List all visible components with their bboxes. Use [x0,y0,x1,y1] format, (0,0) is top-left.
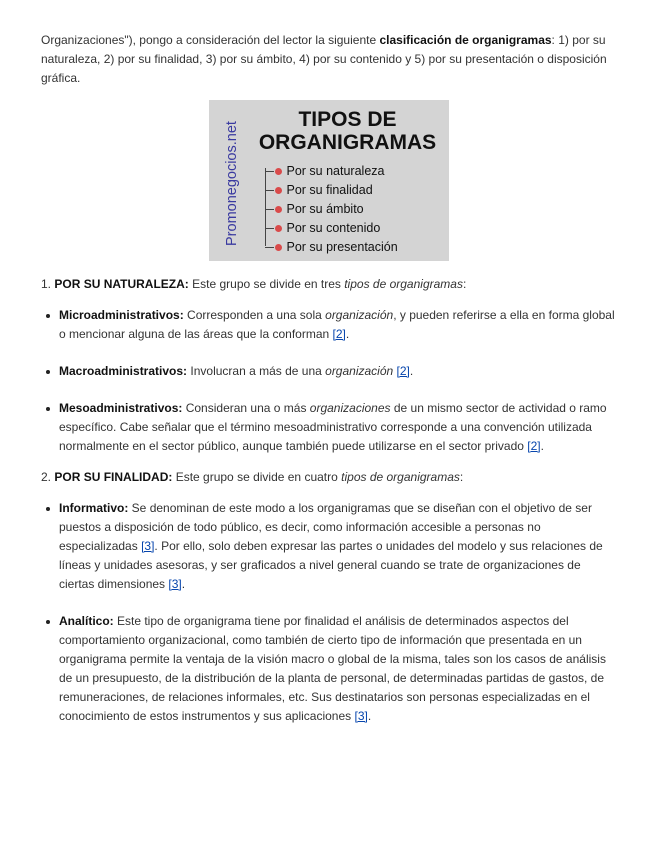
bullet-dot-icon [275,225,282,232]
article-body [41,31,616,744]
intro-paragraph [41,31,616,88]
figure-title-line2: ORGANIGRAMAS [258,131,437,154]
list-item: Macroadministrativos: Involucran a más de una organización [2]. [59,362,616,381]
list-item-term: Mesoadministrativos: [59,401,183,415]
figure-title-line1: TIPOS DE [298,108,397,131]
figure-watermark [217,110,243,250]
figure-title [253,108,443,154]
figure-list [275,162,435,257]
reference-link[interactable]: [2] [527,439,541,453]
section-1-heading: 1. POR SU NATURALEZA: Este grupo se divide en tres tipos de organigramas: [41,277,467,291]
list-item-term: Macroadministrativos: [59,364,188,378]
figure-list-item: Por su naturaleza [275,162,435,181]
reference-link[interactable]: [3] [354,709,368,723]
figure-list-item: Por su ámbito [275,200,435,219]
bullet-dot-icon [275,206,282,213]
figure-bracket-line [265,168,266,246]
list-item-term: Microadministrativos: [59,308,184,322]
reference-link[interactable]: [3] [141,539,155,553]
figure-list-item: Por su presentación [275,238,435,257]
list-item-term: Analítico: [59,614,114,628]
figure-watermark-text: Promonegocios.net [223,121,240,246]
figure-list-item: Por su contenido [275,219,435,238]
bullet-dot-icon [275,244,282,251]
bullet-dot-icon [275,168,282,175]
bullet-dot-icon [275,187,282,194]
reference-link[interactable]: [2] [396,364,410,378]
intro-text-end: : 1) por su naturaleza, 2) por su finalidad, 3) por su ámbito, 4) por su contenido y 5) por su presentación o disposición gráfica. [41,33,607,85]
section-1-title: POR SU NATURALEZA: [54,277,189,291]
intro-text-start: Organizaciones"), pongo a consideración del lector la siguiente [41,33,380,47]
reference-link[interactable]: [2] [332,327,346,341]
section-2-list [41,499,616,726]
organigram-types-figure [209,100,449,261]
intro-bold-term: clasificación de organigramas [379,33,552,47]
list-item: Analítico: Este tipo de organigrama tiene por finalidad el análisis de determinados aspectos del comportamiento organizacional, como también de cierto tipo de información que presentada en un organigrama permite la ventaja de la visión macro o global de la misma, tales son los casos de análisis de un presupuesto, de la distribución de la planta de personal, de determinadas partidas de gastos, de remuneraciones, de relaciones informales, etc. Sus destinatarios son personas especializadas en el conocimiento de estos instrumentos y sus aplicaciones [3]. [59,612,616,726]
section-1-list [41,306,616,456]
figure-list-item: Por su finalidad [275,181,435,200]
section-2-heading: 2. POR SU FINALIDAD: Este grupo se divide en cuatro tipos de organigramas: [41,470,464,484]
list-item-term: Informativo: [59,501,129,515]
list-item: Mesoadministrativos: Consideran una o más organizaciones de un mismo sector de actividad o ramo específico. Cabe señalar que el término mesoadministrativo corresponde a una convención utilizada normalmente en el sector público, aunque también puede utilizarse en el sector privado [2]. [59,399,616,456]
section-2-title: POR SU FINALIDAD: [54,470,173,484]
list-item: Informativo: Se denominan de este modo a los organigramas que se diseñan con el objetivo de ser puestos a disposición de todo público, es decir, como información accesible a personas no especializadas [3]. Por ello, solo deben expresar las partes o unidades del modelo y sus relaciones de líneas y unidades asesoras, y ser graficados a nivel general cuando se trate de organizaciones de ciertas dimensiones [3]. [59,499,616,594]
list-item: Microadministrativos: Corresponden a una sola organización, y pueden referirse a ella en forma global o mencionar alguna de las áreas que la conforman [2]. [59,306,616,344]
reference-link[interactable]: [3] [168,577,182,591]
